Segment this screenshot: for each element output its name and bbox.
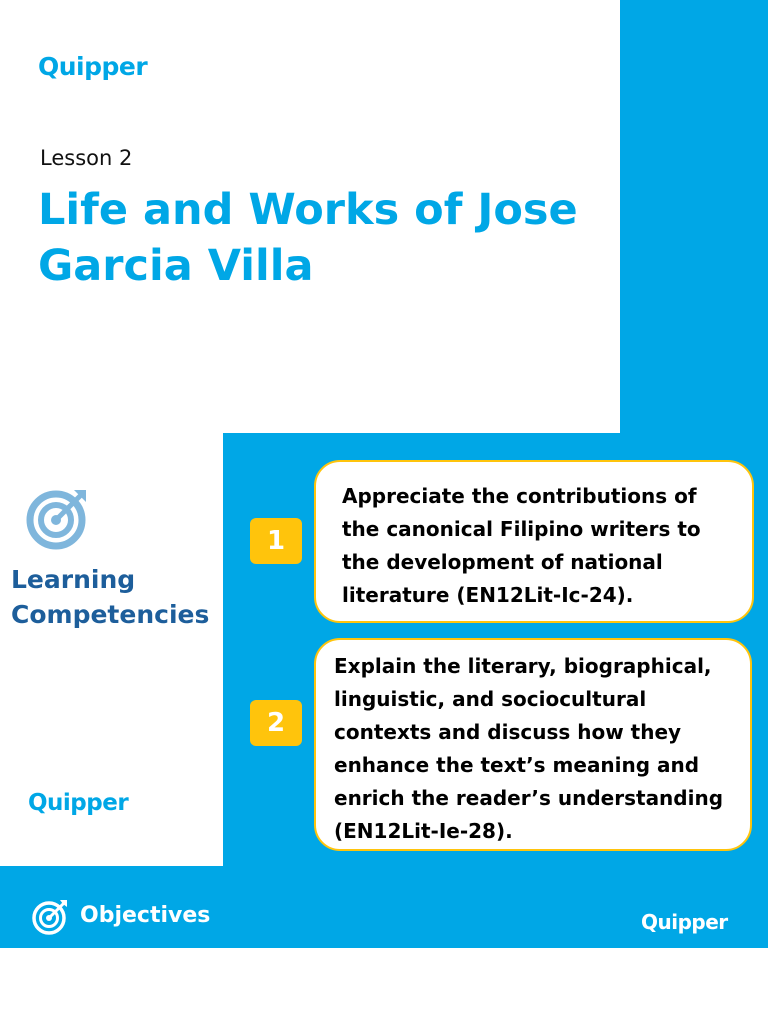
objectives-target-icon xyxy=(30,897,70,937)
competencies-heading: Learning Competencies xyxy=(11,565,210,629)
quipper-logo-top: Quipper xyxy=(38,52,148,81)
competency-card xyxy=(314,460,754,623)
lesson-title: Life and Works of Jose Garcia Villa xyxy=(38,185,578,291)
quipper-logo-bottom: Quipper xyxy=(641,910,728,934)
competency-number-badge: 1 xyxy=(250,518,302,564)
competency-text: Appreciate the contributions of the canonical Filipino writers to the development of national literature (EN12Lit-Ic-24). xyxy=(342,484,701,607)
competency-card xyxy=(314,638,752,851)
competency-number-badge: 2 xyxy=(250,700,302,746)
blue-panel-right xyxy=(620,0,768,440)
competency-text: Explain the literary, biographical, linguistic, and sociocultural contexts and discuss how they enhance the text’s meaning and enrich the reader’s understanding (EN12Lit-Ie-28). xyxy=(334,654,724,843)
target-icon xyxy=(24,484,92,552)
objectives-label: Objectives xyxy=(80,903,211,928)
lesson-number: Lesson 2 xyxy=(40,146,133,170)
quipper-logo-middle: Quipper xyxy=(28,790,129,816)
